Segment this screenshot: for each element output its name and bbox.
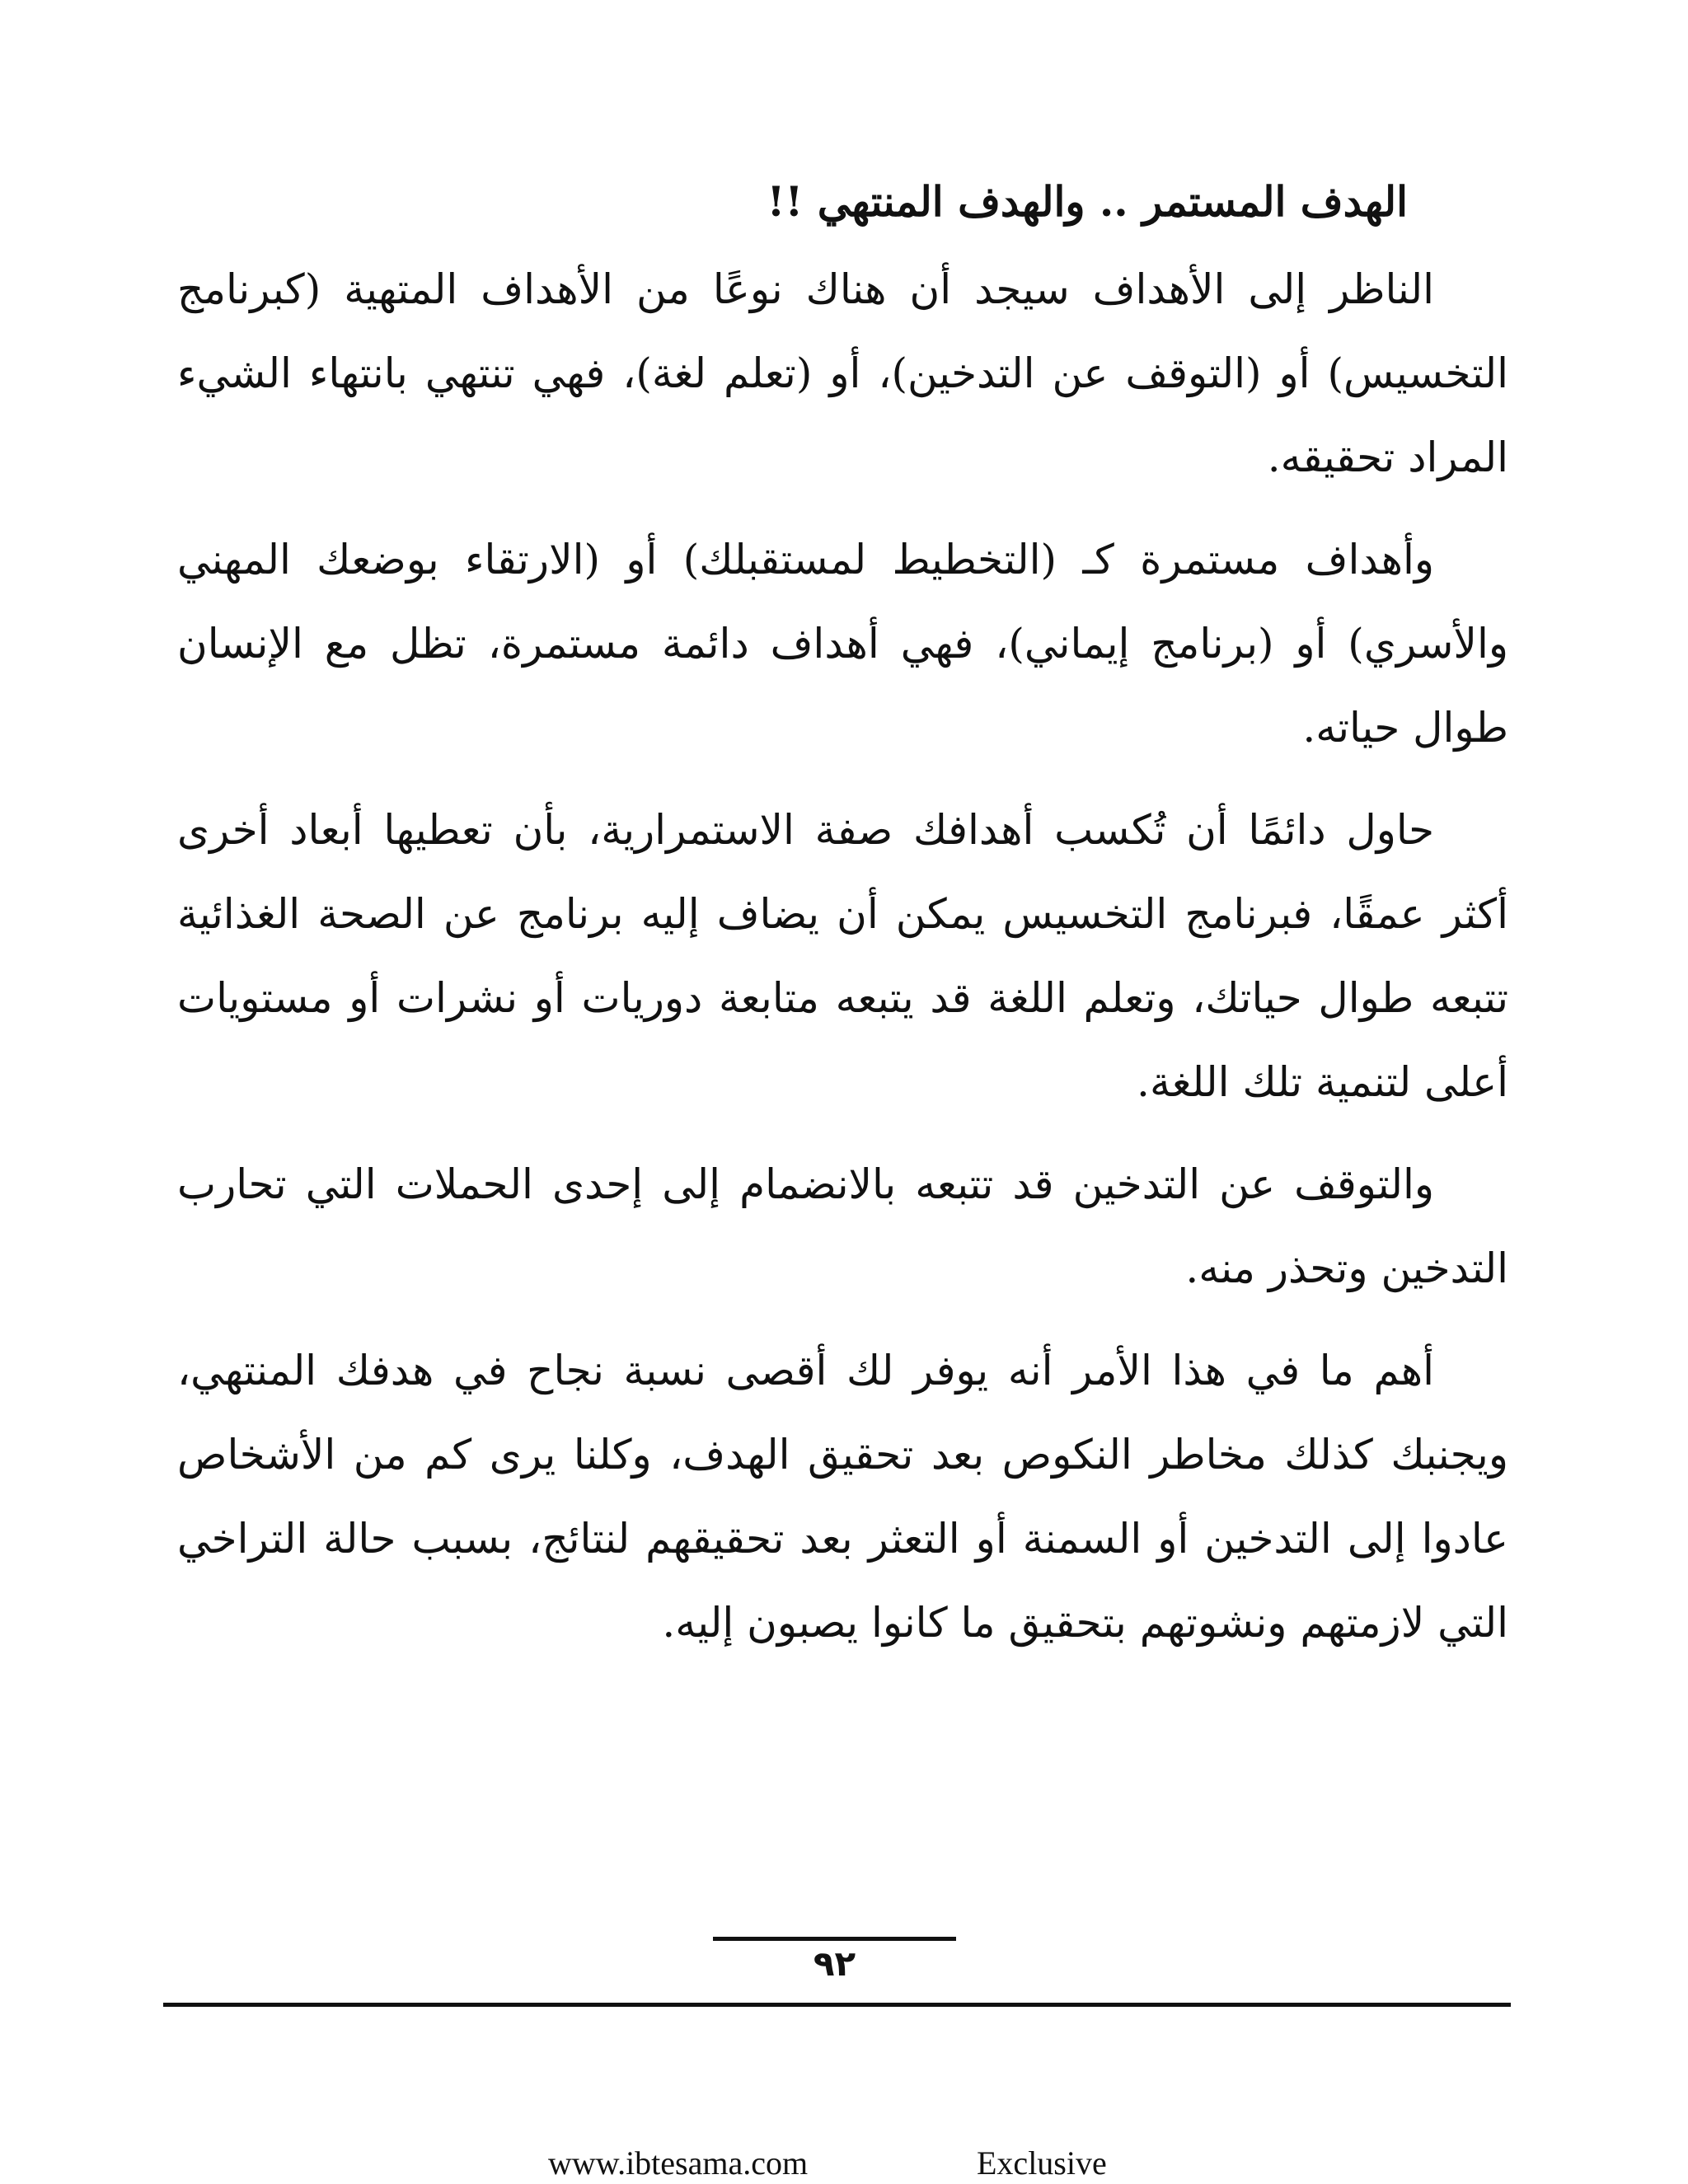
footer-url: www.ibtesama.com — [548, 2144, 809, 2182]
body-text — [177, 247, 1508, 1665]
section-heading: الهدف المستمر .. والهدف المنتهي !! — [767, 177, 1408, 226]
paragraph-3: حاول دائمًا أن تُكسب أهدافك صفة الاستمرارية، بأن تعطيها أبعاد أخرى أكثر عمقًا، فبرنامج التخسيس يمكن أن يضاف إليه برنامج عن الصحة الغذائية تتبعه طوال حياتك، وتعلم اللغة قد يتبعه متابعة دوريات أو نشرات أو مستويات أعلى لتنمية تلك اللغة. — [177, 806, 1508, 1106]
footer-divider — [163, 2003, 1511, 2007]
footer-tag: Exclusive — [977, 2144, 1107, 2182]
paragraph-4: والتوقف عن التدخين قد تتبعه بالانضمام إلى إحدى الحملات التي تحارب التدخين وتحذر منه. — [177, 1160, 1508, 1292]
paragraph-5: أهم ما في هذا الأمر أنه يوفر لك أقصى نسبة نجاح في هدفك المنتهي، ويجنبك كذلك مخاطر النكوص بعد تحقيق الهدف، وكلنا يرى كم من الأشخاص عادوا إلى التدخين أو السمنة أو التعثر بعد تحقيقهم لنتائج، بسبب حالة التراخي التي لازمتهم ونشوتهم بتحقيق ما كانوا يصبون إليه. — [177, 1347, 1508, 1647]
page-number: ٩٢ — [813, 1943, 856, 1984]
paragraph-1: الناظر إلى الأهداف سيجد أن هناك نوعًا من الأهداف المتهية (كبرنامج التخسيس) أو (التوقف عن التدخين)، أو (تعلم لغة)، فهي تنتهي بانتهاء الشيء المراد تحقيقه. — [177, 265, 1508, 481]
page-footer — [0, 2143, 1688, 2184]
paragraph-2: وأهداف مستمرة كـ (التخطيط لمستقبلك) أو (الارتقاء بوضعك المهني والأسري) أو (برنامج إيماني)، فهي أهداف دائمة مستمرة، تظل مع الإنسان طوال حياته. — [177, 536, 1508, 752]
